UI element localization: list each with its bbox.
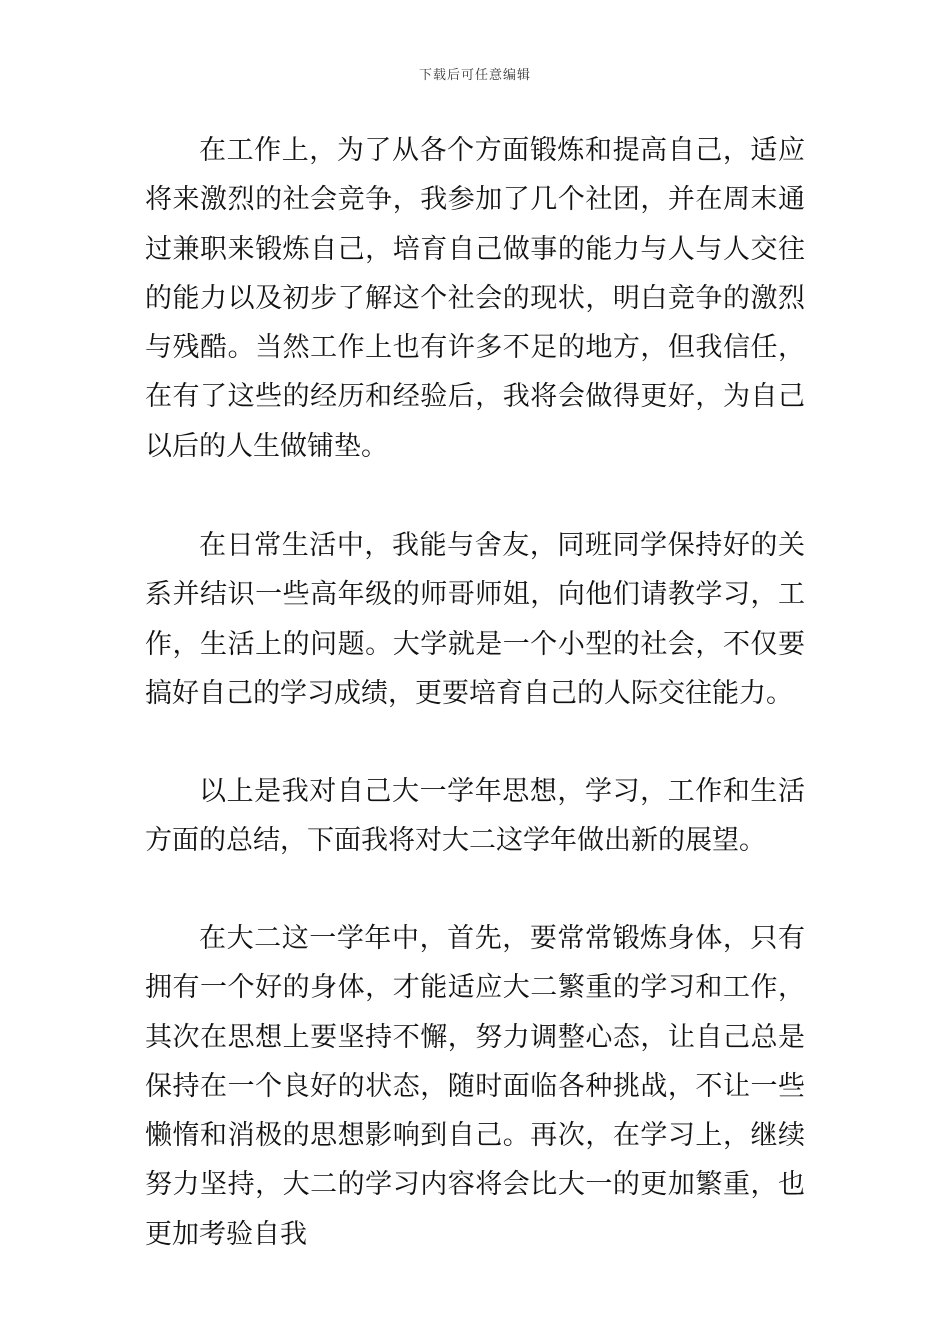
paragraph-outlook: 在大二这一学年中，首先，要常常锻炼身体，只有拥有一个好的身体，才能适应大二繁重的学习和工作，其次在思想上要坚持不懈，努力调整心态，让自己总是保持在一个良好的状态，随时面临各种挑战，不让一些懒惰和消极的思想影响到自己。再次，在学习上，继续努力坚持，大二的学习内容将会比大一的更加繁重，也更加考验自我	[145, 923, 805, 1250]
paragraph-work: 在工作上，为了从各个方面锻炼和提高自己，适应将来激烈的社会竞争，我参加了几个社团，并在周末通过兼职来锻炼自己，培育自己做事的能力与人与人交往的能力以及初步了解这个社会的现状，明白竞争的激烈与残酷。当然工作上也有许多不足的地方，但我信任，在有了这些的经历和经验后，我将会做得更好，为自己以后的人生做铺垫。	[145, 135, 805, 462]
header-note: 下载后可任意编辑	[418, 68, 531, 83]
paragraph-daily-life: 在日常生活中，我能与舍友，同班同学保持好的关系并结识一些高年级的师哥师姐，向他们请教学习，工作，生活上的问题。大学就是一个小型的社会，不仅要搞好自己的学习成绩，更要培育自己的人际交往能力。	[145, 530, 805, 709]
paragraph-summary: 以上是我对自己大一学年思想，学习，工作和生活方面的总结，下面我将对大二这学年做出新的展望。	[145, 776, 805, 857]
